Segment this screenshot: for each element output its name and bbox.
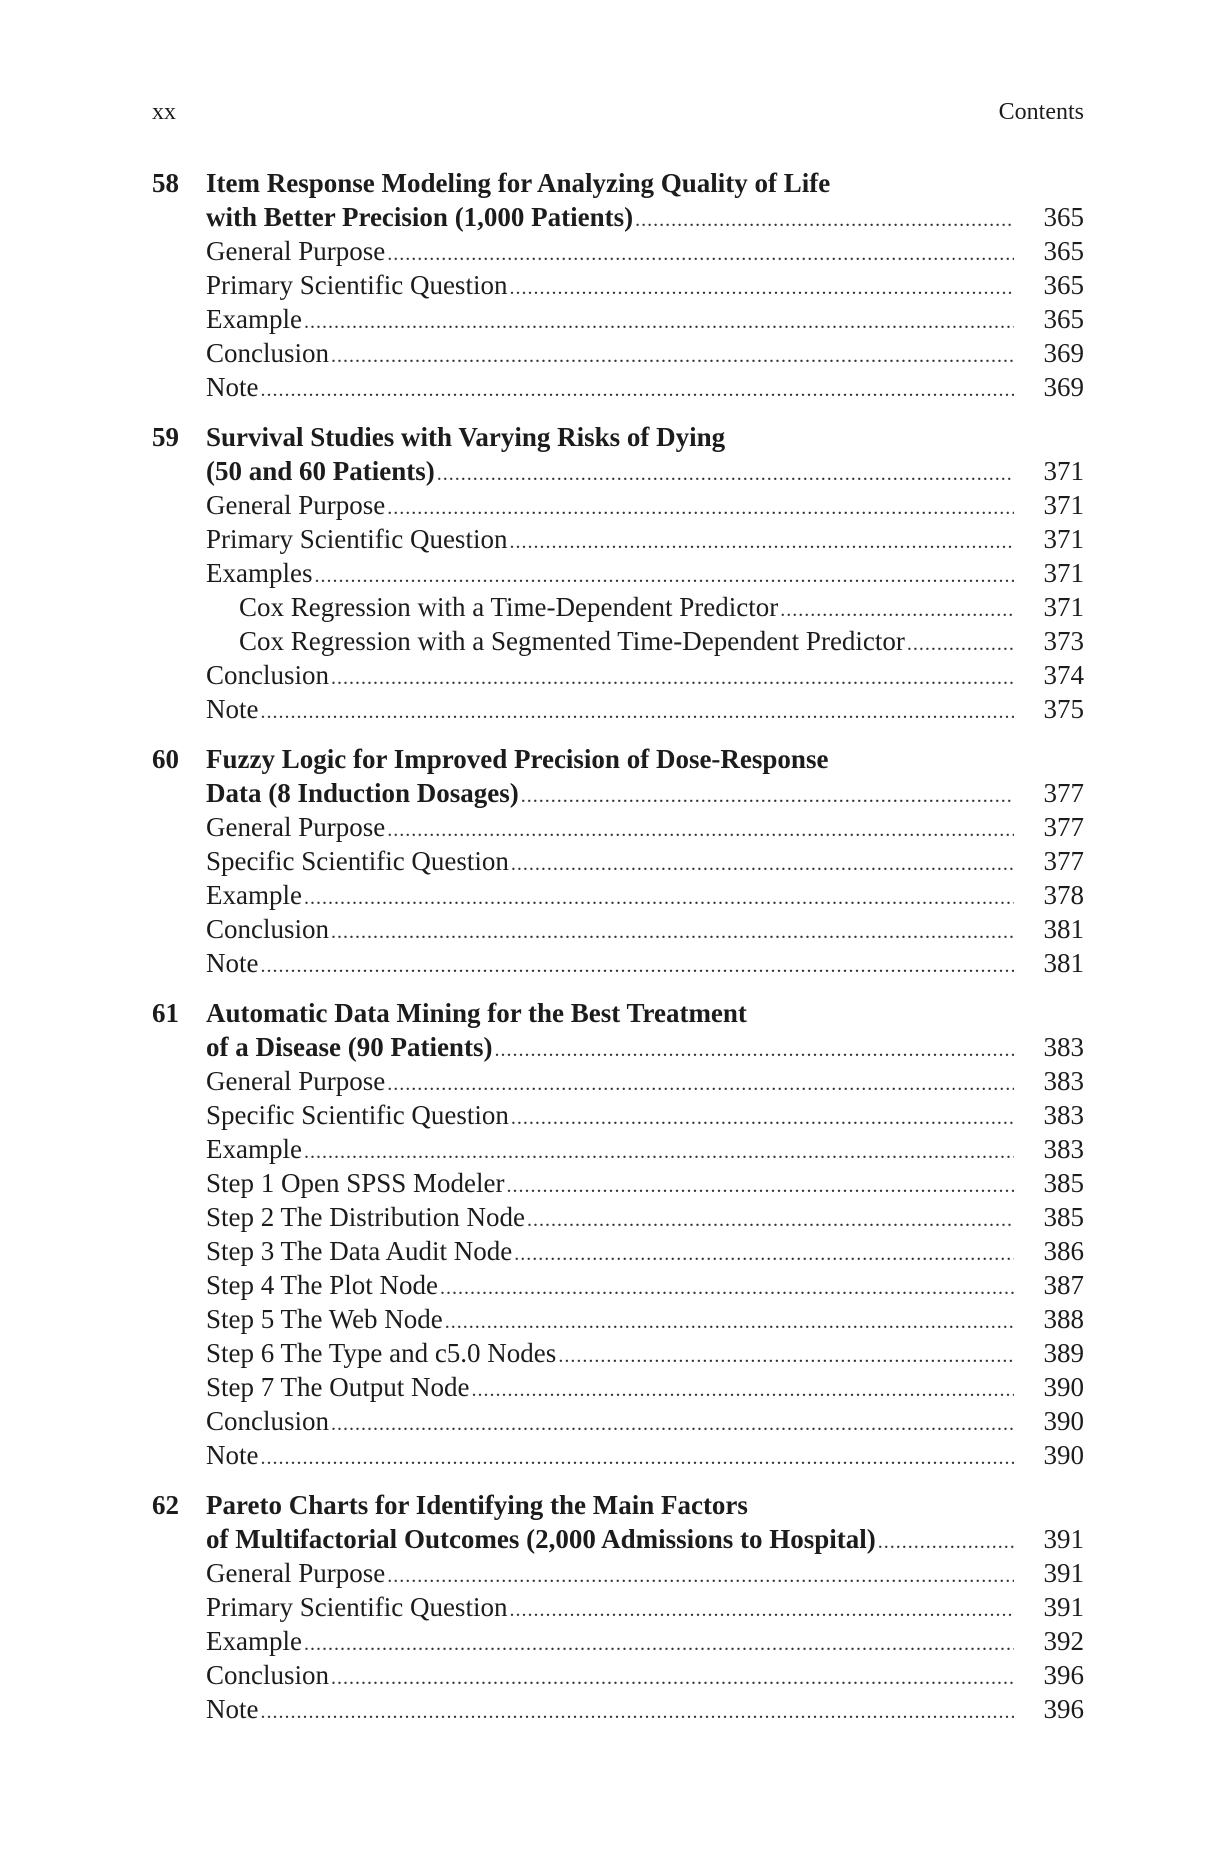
toc-section-entry[interactable] xyxy=(152,1692,1084,1726)
dot-leader xyxy=(558,1339,1014,1373)
toc-section-entry[interactable] xyxy=(152,488,1084,522)
chapter-heading[interactable] xyxy=(152,996,1084,1064)
dot-leader xyxy=(445,1305,1014,1339)
dot-leader xyxy=(471,1373,1014,1407)
running-head xyxy=(152,96,1084,128)
toc-section-entry[interactable] xyxy=(152,1336,1084,1370)
entry-title: Note xyxy=(206,694,259,724)
chapter-title-line: of Multifactorial Outcomes (2,000 Admissions to Hospital) xyxy=(206,1524,876,1554)
entry-title: General Purpose xyxy=(206,490,386,520)
dot-leader xyxy=(437,457,1014,491)
dot-leader xyxy=(387,1559,1014,1593)
entry-page-number: 386 xyxy=(1043,1236,1084,1266)
entry-page-number: 377 xyxy=(1043,846,1084,876)
dot-leader xyxy=(387,813,1014,847)
dot-leader xyxy=(304,881,1014,915)
dot-leader xyxy=(509,271,1014,305)
dot-leader xyxy=(260,949,1014,983)
entry-page-number: 389 xyxy=(1043,1338,1084,1368)
chapter-title-line: with Better Precision (1,000 Patients) xyxy=(206,202,634,232)
toc-section-entry[interactable] xyxy=(152,556,1084,590)
chapter-heading[interactable] xyxy=(152,166,1084,234)
toc-section-entry[interactable] xyxy=(152,1624,1084,1658)
chapter-heading[interactable] xyxy=(152,420,1084,488)
entry-title: Examples xyxy=(206,558,313,588)
toc-section-entry[interactable] xyxy=(152,336,1084,370)
toc-section-entry[interactable] xyxy=(152,1438,1084,1472)
dot-leader xyxy=(260,695,1014,729)
dot-leader xyxy=(514,1237,1014,1271)
entry-title: Step 6 The Type and c5.0 Nodes xyxy=(206,1338,557,1368)
toc-section-entry[interactable] xyxy=(152,370,1084,404)
chapter-heading[interactable] xyxy=(152,742,1084,810)
dot-leader xyxy=(260,373,1014,407)
entry-page-number: 381 xyxy=(1043,914,1084,944)
chapter-number: 59 xyxy=(152,422,179,452)
entry-page-number: 383 xyxy=(1043,1134,1084,1164)
dot-leader xyxy=(511,847,1014,881)
chapter-title-line: (50 and 60 Patients) xyxy=(206,456,435,486)
entry-title: Example xyxy=(206,304,302,334)
entry-title: General Purpose xyxy=(206,236,386,266)
dot-leader xyxy=(509,525,1014,559)
entry-page-number: 371 xyxy=(1043,490,1084,520)
entry-title: General Purpose xyxy=(206,1066,386,1096)
toc-section-entry[interactable] xyxy=(152,878,1084,912)
toc-section-entry[interactable] xyxy=(152,234,1084,268)
entry-page-number: 374 xyxy=(1043,660,1084,690)
entry-page-number: 365 xyxy=(1043,270,1084,300)
dot-leader xyxy=(304,305,1014,339)
entry-title: Primary Scientific Question xyxy=(206,270,508,300)
dot-leader xyxy=(387,1067,1014,1101)
dot-leader xyxy=(304,1627,1014,1661)
entry-page-number: 392 xyxy=(1043,1626,1084,1656)
entry-title: Conclusion xyxy=(206,914,330,944)
chapter-number: 62 xyxy=(152,1490,179,1520)
entry-title: Primary Scientific Question xyxy=(206,1592,508,1622)
dot-leader xyxy=(780,593,1014,627)
dot-leader xyxy=(509,1593,1014,1627)
chapter-page-number: 383 xyxy=(1043,1032,1084,1062)
entry-title: Primary Scientific Question xyxy=(206,524,508,554)
entry-page-number: 390 xyxy=(1043,1372,1084,1402)
toc-section-entry[interactable] xyxy=(152,1200,1084,1234)
entry-title: Example xyxy=(206,1134,302,1164)
entry-title: Note xyxy=(206,372,259,402)
entry-title: General Purpose xyxy=(206,812,386,842)
dot-leader xyxy=(314,559,1014,593)
entry-title: Specific Scientific Question xyxy=(206,1100,509,1130)
toc-chapter xyxy=(152,166,1084,404)
entry-page-number: 383 xyxy=(1043,1100,1084,1130)
chapter-page-number: 391 xyxy=(1043,1524,1084,1554)
dot-leader xyxy=(331,339,1014,373)
toc-section-entry[interactable] xyxy=(152,1370,1084,1404)
entry-page-number: 391 xyxy=(1043,1558,1084,1588)
chapter-number: 60 xyxy=(152,744,179,774)
toc-section-entry[interactable] xyxy=(152,1132,1084,1166)
toc-section-entry[interactable] xyxy=(152,1268,1084,1302)
dot-leader xyxy=(507,1169,1014,1203)
toc-section-entry[interactable] xyxy=(152,1404,1084,1438)
toc-subsection-entry[interactable] xyxy=(152,624,1084,658)
chapter-title-line: Item Response Modeling for Analyzing Quality of Life xyxy=(206,168,831,198)
dot-leader xyxy=(331,1407,1014,1441)
entry-page-number: 371 xyxy=(1043,558,1084,588)
toc-section-entry[interactable] xyxy=(152,1166,1084,1200)
toc-section-entry[interactable] xyxy=(152,522,1084,556)
entry-title: Conclusion xyxy=(206,1406,330,1436)
table-of-contents xyxy=(152,166,1084,1742)
dot-leader xyxy=(387,491,1014,525)
entry-page-number: 381 xyxy=(1043,948,1084,978)
entry-page-number: 369 xyxy=(1043,372,1084,402)
chapter-page-number: 365 xyxy=(1043,202,1084,232)
entry-page-number: 371 xyxy=(1043,524,1084,554)
entry-title: Conclusion xyxy=(206,1660,330,1690)
dot-leader xyxy=(260,1441,1014,1475)
chapter-number: 58 xyxy=(152,168,179,198)
entry-page-number: 373 xyxy=(1043,626,1084,656)
chapter-title-line: Automatic Data Mining for the Best Treatment xyxy=(206,998,747,1028)
entry-page-number: 390 xyxy=(1043,1406,1084,1436)
dot-leader xyxy=(635,203,1014,237)
toc-section-entry[interactable] xyxy=(152,1302,1084,1336)
entry-page-number: 375 xyxy=(1043,694,1084,724)
toc-chapter xyxy=(152,996,1084,1472)
entry-title: Cox Regression with a Segmented Time-Dependent Predictor xyxy=(239,626,905,656)
dot-leader xyxy=(331,661,1014,695)
toc-section-entry[interactable] xyxy=(152,1658,1084,1692)
entry-title: Note xyxy=(206,948,259,978)
toc-section-entry[interactable] xyxy=(152,302,1084,336)
entry-page-number: 387 xyxy=(1043,1270,1084,1300)
entry-page-number: 391 xyxy=(1043,1592,1084,1622)
page-number: xx xyxy=(152,99,176,125)
entry-page-number: 371 xyxy=(1043,592,1084,622)
dot-leader xyxy=(331,915,1014,949)
entry-page-number: 385 xyxy=(1043,1168,1084,1198)
toc-section-entry[interactable] xyxy=(152,658,1084,692)
dot-leader xyxy=(331,1661,1014,1695)
entry-title: Conclusion xyxy=(206,338,330,368)
chapter-title-line: Survival Studies with Varying Risks of Dying xyxy=(206,422,726,452)
toc-section-entry[interactable] xyxy=(152,268,1084,302)
toc-chapter xyxy=(152,420,1084,726)
chapter-heading[interactable] xyxy=(152,1488,1084,1556)
entry-page-number: 378 xyxy=(1043,880,1084,910)
entry-page-number: 365 xyxy=(1043,236,1084,266)
entry-title: Step 7 The Output Node xyxy=(206,1372,470,1402)
toc-section-entry[interactable] xyxy=(152,946,1084,980)
entry-title: General Purpose xyxy=(206,1558,386,1588)
toc-section-entry[interactable] xyxy=(152,912,1084,946)
entry-title: Cox Regression with a Time-Dependent Predictor xyxy=(239,592,779,622)
chapter-number: 61 xyxy=(152,998,179,1028)
dot-leader xyxy=(521,779,1014,813)
entry-page-number: 377 xyxy=(1043,812,1084,842)
section-title: Contents xyxy=(998,99,1084,125)
chapter-page-number: 371 xyxy=(1043,456,1084,486)
entry-title: Specific Scientific Question xyxy=(206,846,509,876)
entry-page-number: 396 xyxy=(1043,1660,1084,1690)
dot-leader xyxy=(260,1695,1014,1729)
entry-page-number: 390 xyxy=(1043,1440,1084,1470)
dot-leader xyxy=(907,627,1014,661)
toc-section-entry[interactable] xyxy=(152,1590,1084,1624)
entry-title: Step 2 The Distribution Node xyxy=(206,1202,525,1232)
chapter-title-line: of a Disease (90 Patients) xyxy=(206,1032,493,1062)
entry-title: Step 3 The Data Audit Node xyxy=(206,1236,513,1266)
chapter-title-line: Pareto Charts for Identifying the Main Factors xyxy=(206,1490,748,1520)
dot-leader xyxy=(387,237,1014,271)
toc-section-entry[interactable] xyxy=(152,844,1084,878)
dot-leader xyxy=(878,1525,1014,1559)
dot-leader xyxy=(511,1101,1014,1135)
toc-subsection-entry[interactable] xyxy=(152,590,1084,624)
toc-section-entry[interactable] xyxy=(152,1064,1084,1098)
entry-page-number: 383 xyxy=(1043,1066,1084,1096)
toc-section-entry[interactable] xyxy=(152,692,1084,726)
chapter-title-line: Data (8 Induction Dosages) xyxy=(206,778,519,808)
dot-leader xyxy=(527,1203,1014,1237)
dot-leader xyxy=(304,1135,1014,1169)
dot-leader xyxy=(440,1271,1014,1305)
toc-section-entry[interactable] xyxy=(152,1234,1084,1268)
entry-title: Example xyxy=(206,880,302,910)
toc-chapter xyxy=(152,1488,1084,1726)
entry-title: Step 5 The Web Node xyxy=(206,1304,443,1334)
entry-page-number: 365 xyxy=(1043,304,1084,334)
entry-page-number: 396 xyxy=(1043,1694,1084,1724)
entry-title: Note xyxy=(206,1440,259,1470)
entry-page-number: 385 xyxy=(1043,1202,1084,1232)
toc-section-entry[interactable] xyxy=(152,1098,1084,1132)
entry-page-number: 388 xyxy=(1043,1304,1084,1334)
entry-title: Conclusion xyxy=(206,660,330,690)
dot-leader xyxy=(494,1033,1014,1067)
entry-title: Example xyxy=(206,1626,302,1656)
entry-title: Note xyxy=(206,1694,259,1724)
toc-section-entry[interactable] xyxy=(152,1556,1084,1590)
chapter-title-line: Fuzzy Logic for Improved Precision of Dose-Response xyxy=(206,744,829,774)
entry-title: Step 4 The Plot Node xyxy=(206,1270,438,1300)
toc-section-entry[interactable] xyxy=(152,810,1084,844)
entry-title: Step 1 Open SPSS Modeler xyxy=(206,1168,505,1198)
entry-page-number: 369 xyxy=(1043,338,1084,368)
toc-chapter xyxy=(152,742,1084,980)
chapter-page-number: 377 xyxy=(1043,778,1084,808)
